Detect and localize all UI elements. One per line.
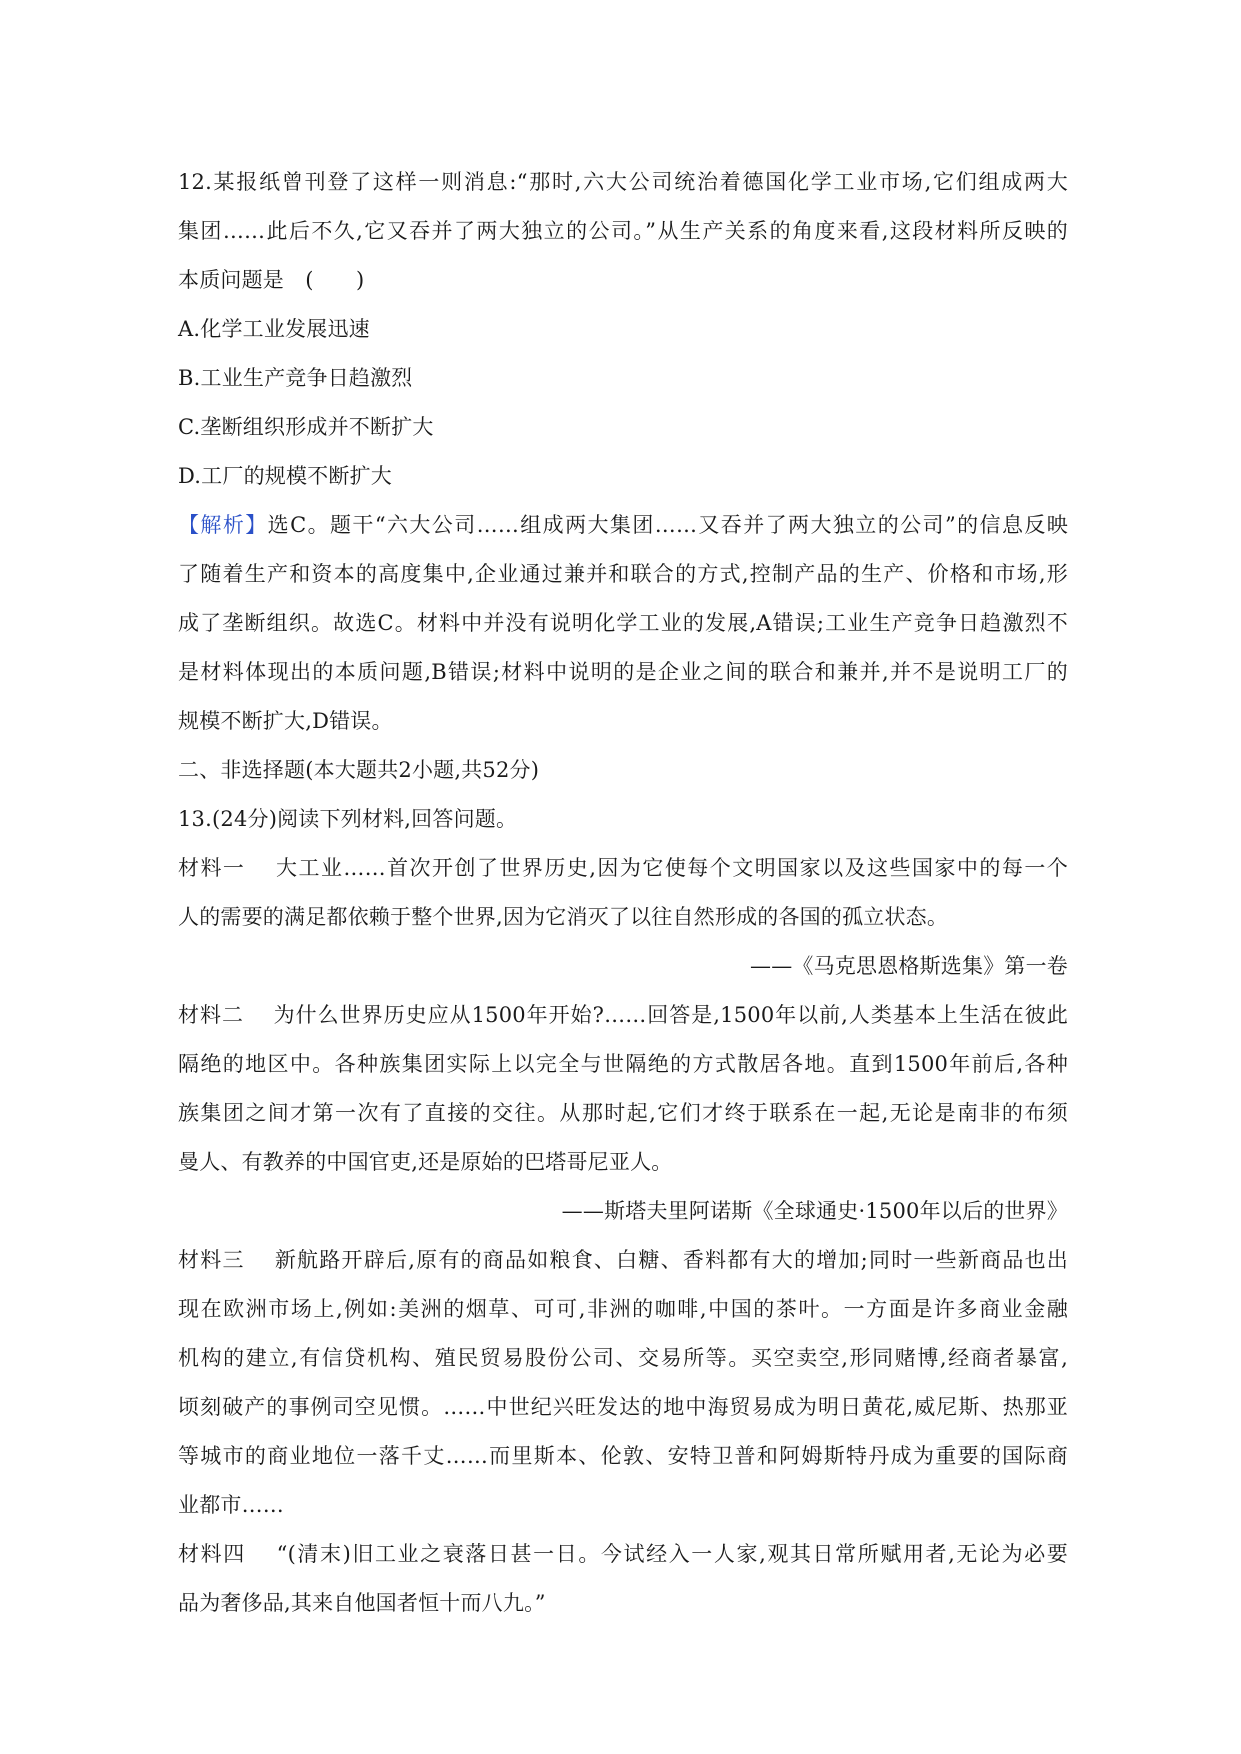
q12-analysis-line-4: 是材料体现出的本质问题,B错误;材料中说明的是企业之间的联合和兼并,并不是说明工厂的	[178, 660, 1068, 684]
q12-analysis-line-5: 规模不断扩大,D错误。	[178, 709, 393, 733]
q12-option-a: A.化学工业发展迅速	[178, 317, 370, 341]
q12-option-c: C.垄断组织形成并不断扩大	[178, 415, 434, 439]
q12-stem-line-3: 本质问题是 ( )	[178, 268, 365, 292]
q12-analysis-line-1	[178, 501, 1068, 550]
q12-analysis-line-2: 了随着生产和资本的高度集中,企业通过兼并和联合的方式,控制产品的生产、价格和市场,形	[178, 562, 1068, 586]
document-page	[178, 158, 1068, 1628]
material-2-line-1: 材料二 为什么世界历史应从1500年开始?……回答是,1500年以前,人类基本上生活在彼此	[178, 1003, 1068, 1027]
material-1-line-1: 材料一 大工业……首次开创了世界历史,因为它使每个文明国家以及这些国家中的每一个	[178, 856, 1068, 880]
material-3-line-1: 材料三 新航路开辟后,原有的商品如粮食、白糖、香料都有大的增加;同时一些新商品也出	[178, 1248, 1068, 1272]
material-2-line-3: 族集团之间才第一次有了直接的交往。从那时起,它们才终于联系在一起,无论是南非的布须	[178, 1101, 1068, 1125]
q12-option-d: D.工厂的规模不断扩大	[178, 464, 392, 488]
q12-option-b: B.工业生产竞争日趋激烈	[178, 366, 413, 390]
material-4-line-1: 材料四 “(清末)旧工业之衰落日甚一日。今试经入一人家,观其日常所赋用者,无论为必要	[178, 1542, 1068, 1566]
material-4-line-2: 品为奢侈品,其来自他国者恒十而八九。”	[178, 1591, 546, 1615]
q13-stem: 13.(24分)阅读下列材料,回答问题。	[178, 807, 518, 831]
analysis-label: 【解析】	[178, 513, 268, 537]
material-1-line-2: 人的需要的满足都依赖于整个世界,因为它消灭了以往自然形成的各国的孤立状态。	[178, 905, 949, 929]
material-3-line-2: 现在欧洲市场上,例如:美洲的烟草、可可,非洲的咖啡,中国的茶叶。一方面是许多商业金融	[178, 1297, 1068, 1321]
material-2-line-2: 隔绝的地区中。各种族集团实际上以完全与世隔绝的方式散居各地。直到1500年前后,各种	[178, 1052, 1068, 1076]
section-heading: 二、非选择题(本大题共2小题,共52分)	[178, 758, 540, 782]
material-3-line-5: 等城市的商业地位一落千丈……而里斯本、伦敦、安特卫普和阿姆斯特丹成为重要的国际商	[178, 1444, 1068, 1468]
q12-stem-line-1: 12.某报纸曾刊登了这样一则消息:“那时,六大公司统治着德国化学工业市场,它们组成两大	[178, 170, 1068, 194]
material-1-source: ——《马克思恩格斯选集》第一卷	[750, 954, 1068, 978]
material-2-source: ——斯塔夫里阿诺斯《全球通史·1500年以后的世界》	[561, 1199, 1068, 1223]
q12-stem-line-2: 集团……此后不久,它又吞并了两大独立的公司。”从生产关系的角度来看,这段材料所反映的	[178, 219, 1068, 243]
material-3-line-3: 机构的建立,有信贷机构、殖民贸易股份公司、交易所等。买空卖空,形同赌博,经商者暴富,	[178, 1346, 1068, 1370]
material-2-line-4: 曼人、有教养的中国官吏,还是原始的巴塔哥尼亚人。	[178, 1150, 673, 1174]
material-3-line-4: 顷刻破产的事例司空见惯。……中世纪兴旺发达的地中海贸易成为明日黄花,威尼斯、热那亚	[178, 1395, 1068, 1419]
analysis-first-line-text: 选C。题干“六大公司……组成两大集团……又吞并了两大独立的公司”的信息反映	[267, 513, 1068, 537]
q12-analysis-line-3: 成了垄断组织。故选C。材料中并没有说明化学工业的发展,A错误;工业生产竞争日趋激烈不	[178, 611, 1068, 635]
material-3-line-6: 业都市……	[178, 1493, 284, 1517]
